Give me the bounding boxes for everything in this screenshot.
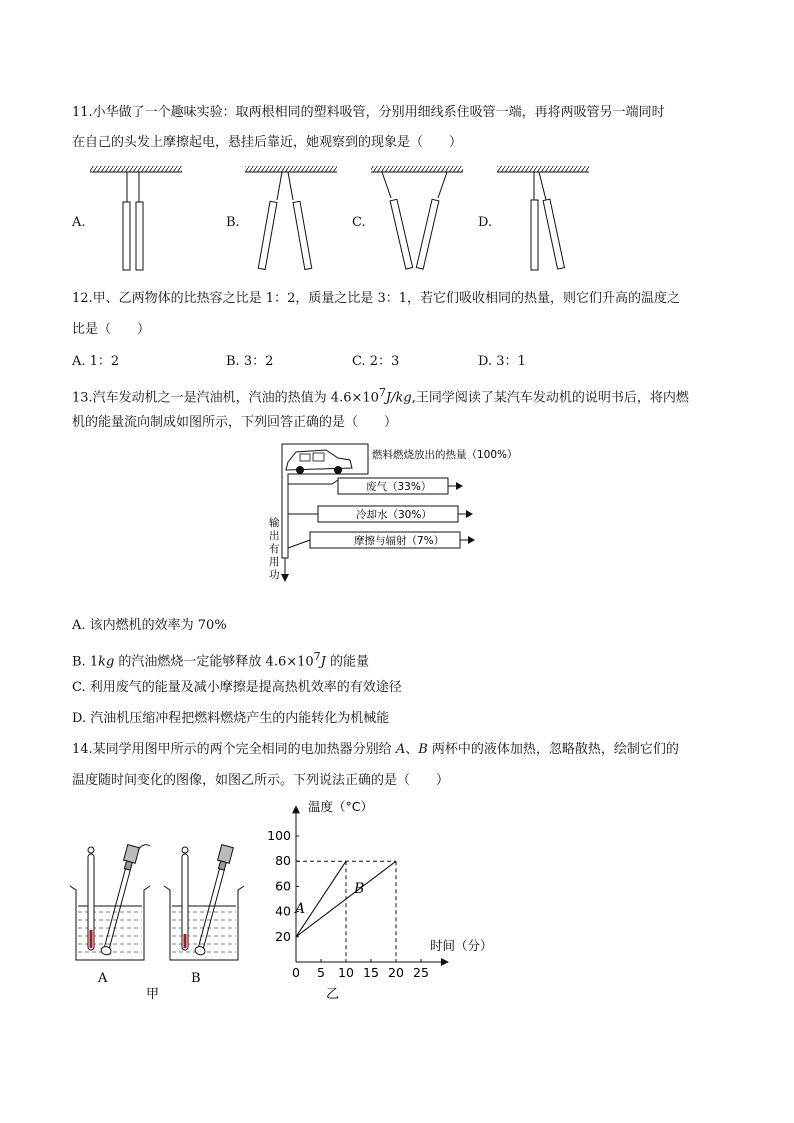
y-tick-label: 100	[267, 828, 291, 843]
svg-text:出: 出	[269, 530, 280, 542]
diagram-useful-work-label	[269, 516, 280, 581]
y-tick-label: 40	[275, 903, 291, 919]
chart-tick-labels	[267, 828, 429, 980]
option-d-figure	[497, 166, 589, 270]
x-tick-label: 25	[413, 965, 429, 980]
svg-text:有: 有	[269, 543, 280, 555]
q12-option-d: D. 3：1	[478, 354, 526, 369]
x-tick-label: 10	[338, 965, 354, 980]
energy-flow-diagram	[266, 440, 536, 590]
q11-line2: 在自己的头发上摩擦起电，悬挂后靠近，她观察到的现象是（ ）	[72, 135, 463, 150]
beaker-a	[70, 845, 150, 960]
q13-option-b: B. 1kg 的汽油燃烧一定能够释放 $4.6\times 10^7J$ 的能量	[72, 650, 370, 670]
q12-line2: 比是（ ）	[72, 322, 151, 337]
series-line-a	[296, 861, 346, 937]
option-a-label: A.	[72, 215, 86, 230]
y-axis-arrow	[292, 805, 300, 813]
x-axis-arrow	[441, 958, 449, 966]
q13-option-c: C. 利用废气的能量及减小摩擦是提高热机效率的有效途径	[72, 680, 402, 695]
q13-line2: 机的能量流向制成如图所示，下列回答正确的是（ ）	[72, 415, 398, 430]
q11-line1: 11.小华做了一个趣味实验：取两根相同的塑料吸管，分别用细线系住吸管一端，再将两吸管另一端同时	[72, 105, 665, 120]
beaker-a-label: A	[98, 971, 108, 986]
temperature-time-chart	[262, 796, 502, 1008]
x-axis-label: 时间（分）	[430, 938, 493, 953]
option-c-figure	[371, 166, 463, 269]
beaker-figure	[60, 840, 260, 1010]
option-a-figure	[90, 166, 182, 270]
diagram-friction-label: 摩擦与辐射（7%）	[354, 535, 445, 547]
q13-option-d: D. 汽油机压缩冲程把燃料燃烧产生的内能转化为机械能	[72, 711, 390, 726]
chart-axes	[292, 805, 449, 966]
option-c-label: C.	[352, 215, 366, 230]
option-b-figure	[245, 166, 337, 269]
x-tick-label: 0	[292, 965, 300, 980]
y-axis-label: 温度（°C）	[308, 799, 373, 814]
x-tick-label: 5	[317, 965, 325, 980]
option-d-label: D.	[478, 215, 493, 230]
x-tick-label: 20	[388, 965, 404, 980]
diagram-exhaust-label: 废气（33%）	[366, 481, 432, 493]
figure-yi-caption: 乙	[326, 987, 340, 1002]
car-icon	[286, 450, 352, 474]
y-tick-label: 60	[275, 878, 291, 894]
q12-option-c: C. 2：3	[352, 354, 400, 369]
q12-line1: 12.甲、乙两物体的比热容之比是 1：2，质量之比是 3：1，若它们吸收相同的热量，则它们升高的温度之	[72, 291, 681, 306]
svg-text:用: 用	[269, 556, 280, 568]
option-b-label: B.	[226, 215, 240, 230]
diagram-coolant-label: 冷却水（30%）	[356, 509, 432, 521]
q11-figures	[60, 162, 740, 274]
series-label-a: A	[295, 901, 306, 917]
svg-text:功: 功	[269, 569, 280, 581]
q14-line2: 温度随时间变化的图像，如图乙所示。下列说法正确的是（ ）	[72, 773, 450, 788]
figure-jia-caption: 甲	[146, 987, 160, 1002]
x-tick-label: 15	[363, 965, 379, 980]
diagram-top-label: 燃料燃烧放出的热量（100%）	[372, 449, 518, 461]
chart-series	[293, 861, 396, 937]
q12-option-b: B. 3：2	[226, 354, 274, 369]
svg-text:输: 输	[269, 517, 280, 529]
q13-line1: 13.汽车发动机之一是汽油机，汽油的热值为 $4.6\times 10^7J/kg$,王同学阅读了某汽车发动机的说明书后，将内燃	[72, 386, 689, 406]
q12-option-a: A. 1：2	[72, 354, 120, 369]
series-label-b: B	[354, 881, 365, 897]
q14-line1: 14.某同学用图甲所示的两个完全相同的电加热器分别给 A、B 两杯中的液体加热，忽略散热，绘制它们的	[72, 742, 679, 757]
beaker-b	[164, 845, 244, 960]
beaker-b-label: B	[191, 971, 201, 986]
q13-option-a: A. 该内燃机的效率为 70%	[72, 618, 227, 633]
y-tick-label: 80	[275, 853, 291, 869]
chart-guides	[296, 861, 396, 962]
y-tick-label: 20	[275, 928, 291, 944]
